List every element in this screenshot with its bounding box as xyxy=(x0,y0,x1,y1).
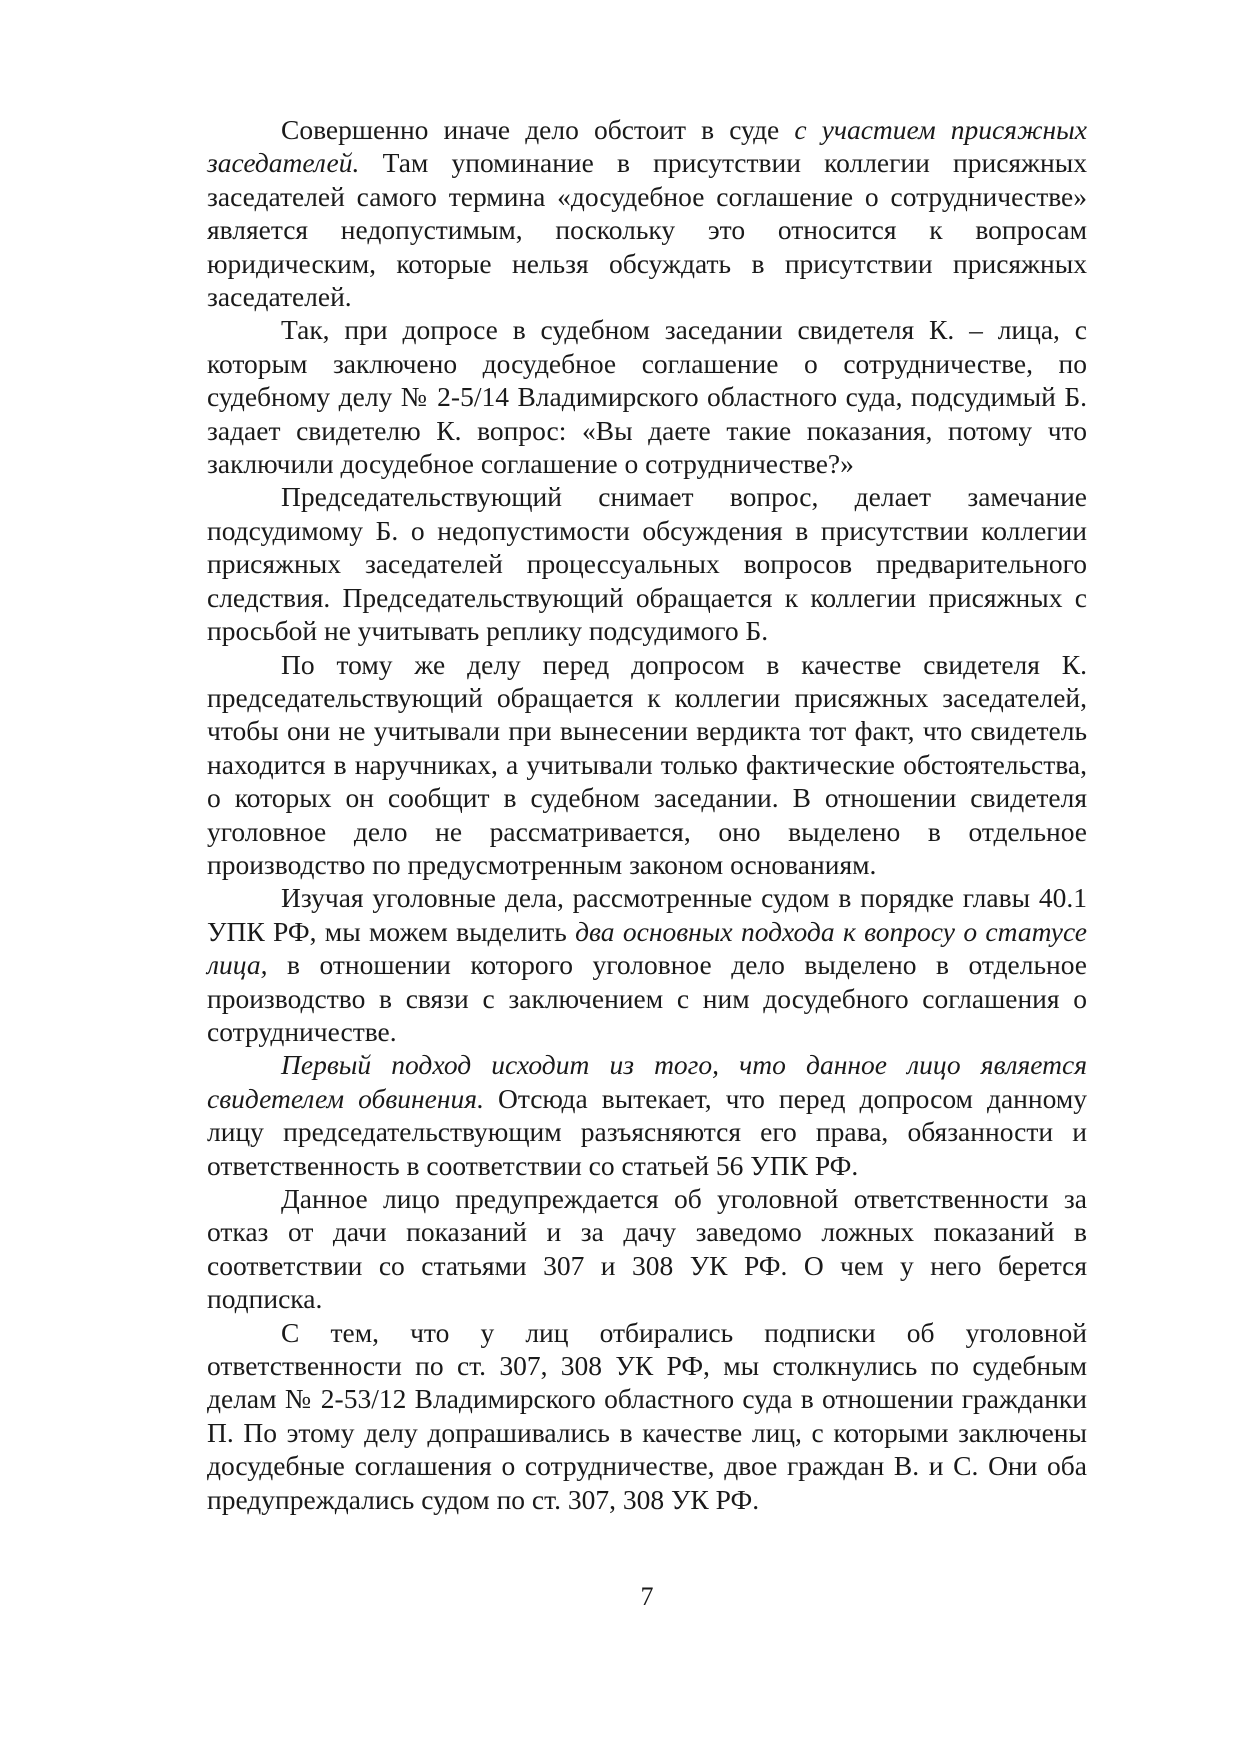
paragraph-5-segment-1: Изучая уголовные дела, рассмотренные судом в порядке главы 40.1 УПК РФ, мы можем выделить xyxy=(207,882,1087,947)
paragraph-8-segment-1: С тем, что у лиц отбирались подписки об уголовной ответственности по ст. 307, 308 УК РФ, мы столкнулись по судебным делам № 2-53/12 Владимирского областного суда в отношении гражданки П. По этому делу допрашивались в качестве лиц, с которыми заключены досудебные соглашения о сотрудничестве, двое граждан В. и С. Они оба предупреждались судом по ст. 307, 308 УК РФ. xyxy=(207,1316,1087,1515)
paragraph-3-segment-1: Председательствующий снимает вопрос, делает замечание подсудимому Б. о недопустимости обсуждения в присутствии коллегии присяжных заседателей процессуальных вопросов предварительного следствия. Председательствующий обращается к коллегии присяжных с просьбой не учитывать реплику подсудимого Б. xyxy=(207,481,1087,647)
paragraph-7-segment-1: Данное лицо предупреждается об уголовной ответственности за отказ от дачи показаний и за дачу заведомо ложных показаний в соответствии со статьями 307 и 308 УК РФ. О чем у него берется подписка. xyxy=(207,1183,1087,1315)
paragraph-1-segment-1: Совершенно иначе дело обстоит в суде xyxy=(281,114,795,145)
paragraph-5-segment-2-italic: два основных подхода к вопросу о статусе лица, xyxy=(207,915,1087,981)
paragraph-4 xyxy=(207,648,1087,882)
paragraph-1-segment-2-italic: с участием присяжных заседателей. xyxy=(207,114,1087,179)
document-body xyxy=(207,113,1087,1516)
paragraph-6 xyxy=(207,1048,1087,1182)
paragraph-6-segment-2: Отсюда вытекает, что перед допросом данному лицу председательствующим разъясняются его права, обязанности и ответственность в соответствии со статьей 56 УПК РФ. xyxy=(207,1082,1087,1181)
page-number: 7 xyxy=(640,1582,654,1611)
paragraph-3 xyxy=(207,480,1087,647)
paragraph-2-segment-1: Так, при допросе в судебном заседании свидетеля К. – лица, с которым заключено досудебное соглашение о сотрудничестве, по судебному делу № 2-5/14 Владимирского областного суда, подсудимый Б. задает свидетелю К. вопрос: «Вы даете такие показания, потому что заключили досудебное соглашение о сотрудничестве?» xyxy=(207,314,1087,480)
paragraph-5-segment-3: в отношении которого уголовное дело выделено в отдельное производство в связи с заключением с ним досудебного соглашения о сотрудничестве. xyxy=(207,949,1087,1047)
paragraph-5 xyxy=(207,881,1087,1048)
paragraph-2 xyxy=(207,313,1087,480)
paragraph-8 xyxy=(207,1316,1087,1516)
paragraph-7 xyxy=(207,1182,1087,1316)
paragraph-4-segment-1: По тому же делу перед допросом в качестве свидетеля К. председательствующий обращается к коллегии присяжных заседателей, чтобы они не учитывали при вынесении вердикта тот факт, что свидетель находится в наручниках, а учитывали только фактические обстоятельства, о которых он сообщит в судебном заседании. В отношении свидетеля уголовное дело не рассматривается, оно выделено в отдельное производство по предусмотренным законом основаниям. xyxy=(207,648,1087,880)
paragraph-6-segment-1-italic: Первый подход исходит из того, что данное лицо является свидетелем обвинения. xyxy=(207,1049,1087,1114)
paragraph-1 xyxy=(207,113,1087,313)
paragraph-1-segment-3: Там упоминание в присутствии коллегии присяжных заседателей самого термина «досудебное соглашение о сотрудничестве» является недопустимым, поскольку это относится к вопросам юридическим, которые нельзя обсуждать в присутствии присяжных заседателей. xyxy=(207,147,1087,313)
